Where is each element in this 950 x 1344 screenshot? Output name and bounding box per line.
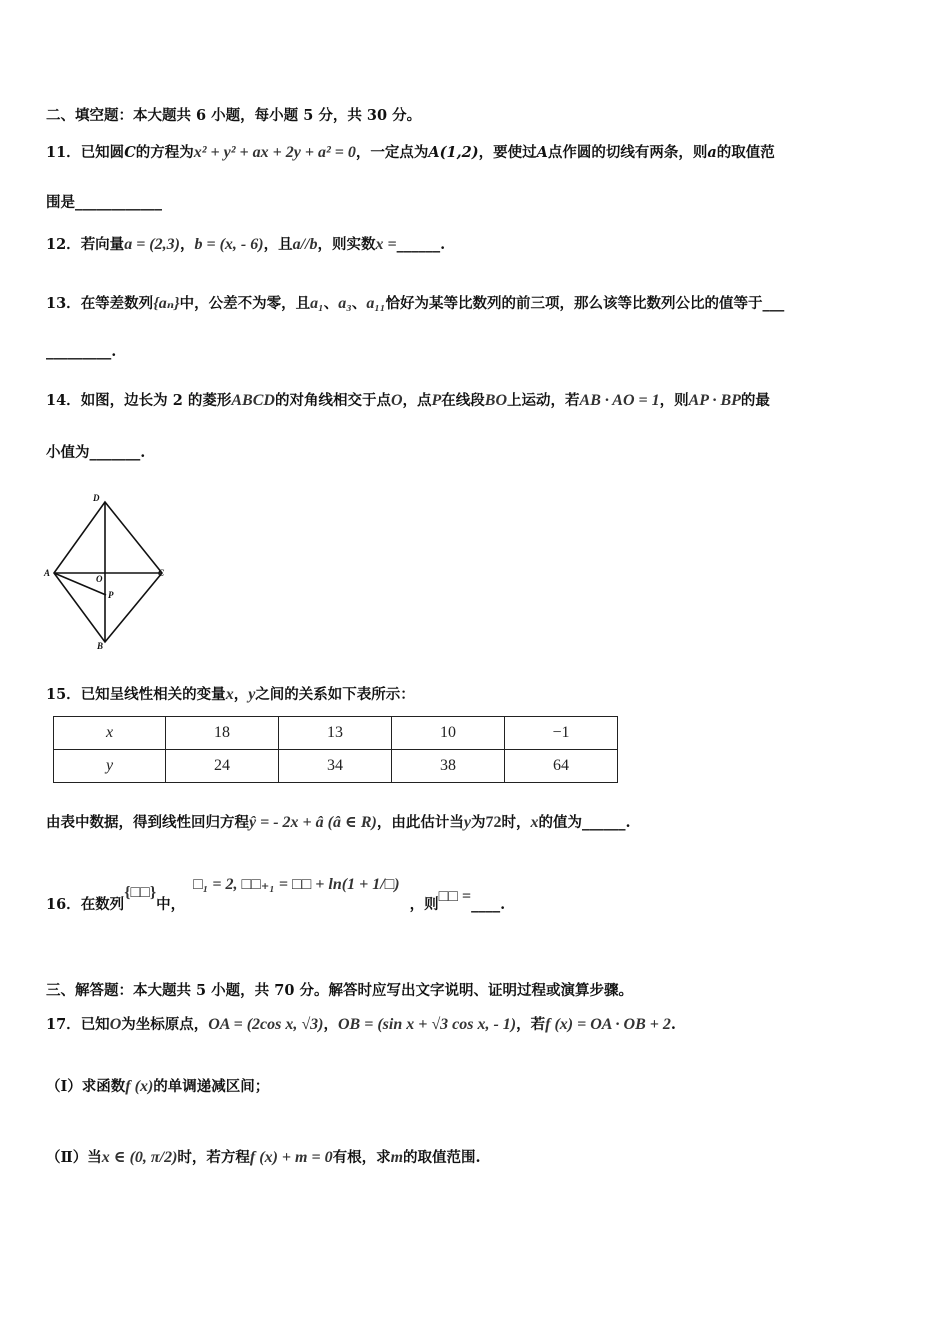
label-a: A	[44, 568, 51, 578]
regression-equation: ŷ = - 2x + â (â ∈ R)	[249, 814, 377, 831]
q15-line2: 由表中数据，得到线性回归方程ŷ = - 2x + â (â ∈ R)，由此估计当y为72时，x的值为______.	[46, 814, 631, 831]
table-cell: 18	[166, 717, 279, 750]
table-header-y: y	[54, 750, 166, 783]
table-cell: 64	[505, 750, 618, 783]
label-o: O	[96, 574, 103, 584]
q13: 13．在等差数列{aₙ}中，公差不为零，且a₁、a₃、a₁₁恰好为某等比数列的前三项，那么该等比数列公比的值等于___	[46, 295, 785, 312]
table-header-x: x	[54, 717, 166, 750]
section3-title: 三、解答题：本大题共 5 小题，共 70 分。解答时应写出文字说明、证明过程或演算步骤。	[46, 982, 633, 999]
q11: 11．已知圆C的方程为x² + y² + ax + 2y + a² = 0，一定点为A(1,2)，要使过A点作圆的切线有两条，则a的取值范	[46, 144, 775, 161]
section2-title: 二、填空题：本大题共 6 小题，每小题 5 分，共 30 分。	[46, 107, 422, 124]
table-row-y	[54, 750, 618, 783]
parallel-condition: a//b	[292, 236, 318, 253]
q15: 15．已知呈线性相关的变量x，y之间的关系如下表所示：	[46, 686, 415, 703]
table-cell: −1	[505, 717, 618, 750]
q17: 17．已知O为坐标原点，OA = (2cos x, √3)，OB = (sin x + √3 cos x, - 1)，若f (x) = OA · OB + 2.	[46, 1016, 676, 1033]
rhombus-figure	[40, 490, 180, 655]
table-row-x	[54, 717, 618, 750]
label-p: P	[108, 590, 114, 600]
label-c: C	[158, 568, 165, 578]
data-table	[53, 716, 618, 783]
vector-oa: OA = (2cos x, √3)	[208, 1016, 324, 1033]
table-cell: 10	[392, 717, 505, 750]
q13-line2: _________.	[46, 343, 117, 360]
q11-equation: x² + y² + ax + 2y + a² = 0	[193, 144, 356, 161]
q16: 16．在数列{□□}中，□₁ = 2, □□₊₁ = □□ + ln(1 + 1/□)，则□□ =____.	[46, 876, 506, 913]
table-cell: 13	[279, 717, 392, 750]
q17-part1: （Ⅰ）求函数f (x)的单调递减区间；	[46, 1078, 270, 1095]
vector-ob: OB = (sin x + √3 cos x, - 1)	[337, 1016, 517, 1033]
vector-a: a = (2,3)	[124, 236, 180, 253]
label-d: D	[93, 493, 100, 503]
table-cell: 24	[166, 750, 279, 783]
table-cell: 34	[279, 750, 392, 783]
rhombus-outline	[54, 502, 162, 642]
label-b: B	[97, 641, 104, 651]
domain-interval: x ∈ (0, π/2)	[101, 1149, 178, 1166]
q14: 14．如图，边长为 2 的菱形ABCD的对角线相交于点O，点P在线段BO上运动，若AB · AO = 1，则AP · BP的最	[46, 392, 770, 409]
q11-number: 11．	[46, 144, 81, 161]
q17-part2: （Ⅱ）当x ∈ (0, π/2)时，若方程f (x) + m = 0有根，求m的取值范围.	[46, 1149, 481, 1166]
q12: 12．若向量a = (2,3)，b = (x, - 6)，且a//b，则实数x =______.	[46, 236, 446, 253]
q12-answer-blank: ______.	[396, 236, 446, 253]
table-cell: 38	[392, 750, 505, 783]
q11-line2: 围是____________	[46, 194, 162, 211]
function-def: f (x) = OA · OB + 2	[545, 1016, 671, 1033]
q14-line2: 小值为_______.	[46, 444, 146, 461]
recurrence: □₁ = 2, □□₊₁ = □□ + ln(1 + 1/□)	[193, 876, 400, 893]
vector-b: b = (x, - 6)	[194, 236, 264, 253]
